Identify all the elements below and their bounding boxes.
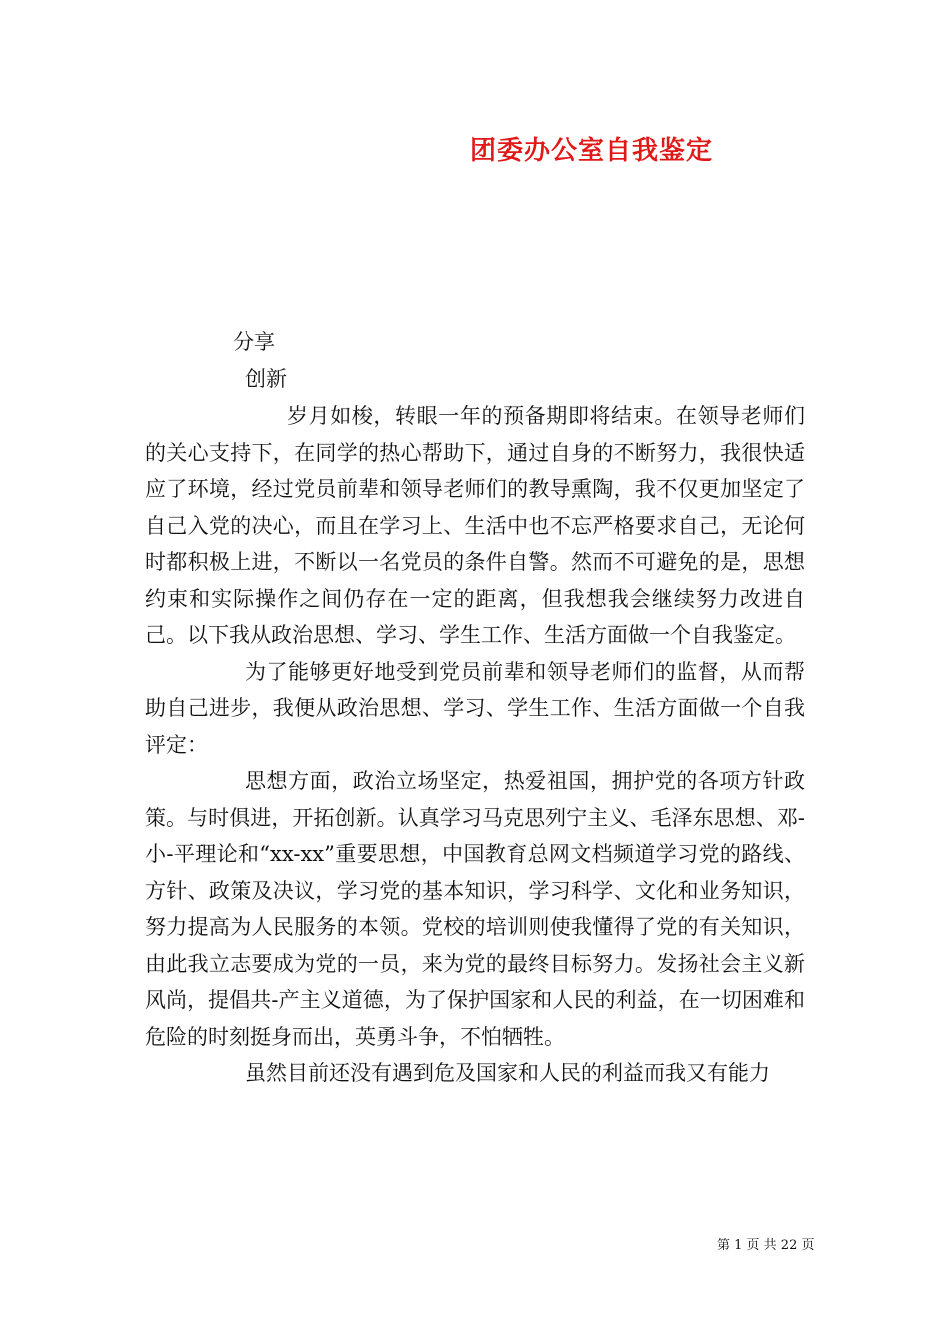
paragraph-continued: 虽然目前还没有遇到危及国家和人民的利益而我又有能力 <box>245 1061 770 1085</box>
document-title: 团委办公室自我鉴定 <box>470 136 714 166</box>
paragraph-thought: 思想方面，政治立场坚定，热爱祖国，拥护党的各项方针政策。与时俱进，开拓创新。认真学习马克思列宁主义、毛泽东思想、邓-小-平理论和“xx-xx”重要思想，中国教育总网文档频道学习党的路线、方针、政策及决议，学习党的基本知识，学习科学、文化和业务知识，努力提高为人民服务的本领。党校的培训则使我懂得了党的有关知识，由此我立志要成为党的一员，来为党的最终目标努力。发扬社会主义新风尚，提倡共-产主义道德，为了保护国家和人民的利益，在一切困难和危险的时刻挺身而出，英勇斗争，不怕牺牲。 <box>145 769 805 1049</box>
document-body <box>145 398 805 1092</box>
tag-innovate: 创新 <box>245 367 287 391</box>
page-number-footer: 第 1 页 共 22 页 <box>717 1238 815 1253</box>
tag-share: 分享 <box>233 330 275 354</box>
paragraph-evaluation: 为了能够更好地受到党员前辈和领导老师们的监督，从而帮助自己进步，我便从政治思想、学习、学生工作、生活方面做一个自我评定： <box>145 659 805 757</box>
paragraph-intro: 岁月如梭，转眼一年的预备期即将结束。在领导老师们的关心支持下，在同学的热心帮助下，通过自身的不断努力，我很快适应了环境，经过党员前辈和领导老师们的教导熏陶，我不仅更加坚定了自己入党的决心，而且在学习上、生活中也不忘严格要求自己，无论何时都积极上进，不断以一名党员的条件自警。然而不可避免的是，思想约束和实际操作之间仍存在一定的距离，但我想我会继续努力改进自己。以下我从政治思想、学习、学生工作、生活方面做一个自我鉴定。 <box>145 404 805 647</box>
